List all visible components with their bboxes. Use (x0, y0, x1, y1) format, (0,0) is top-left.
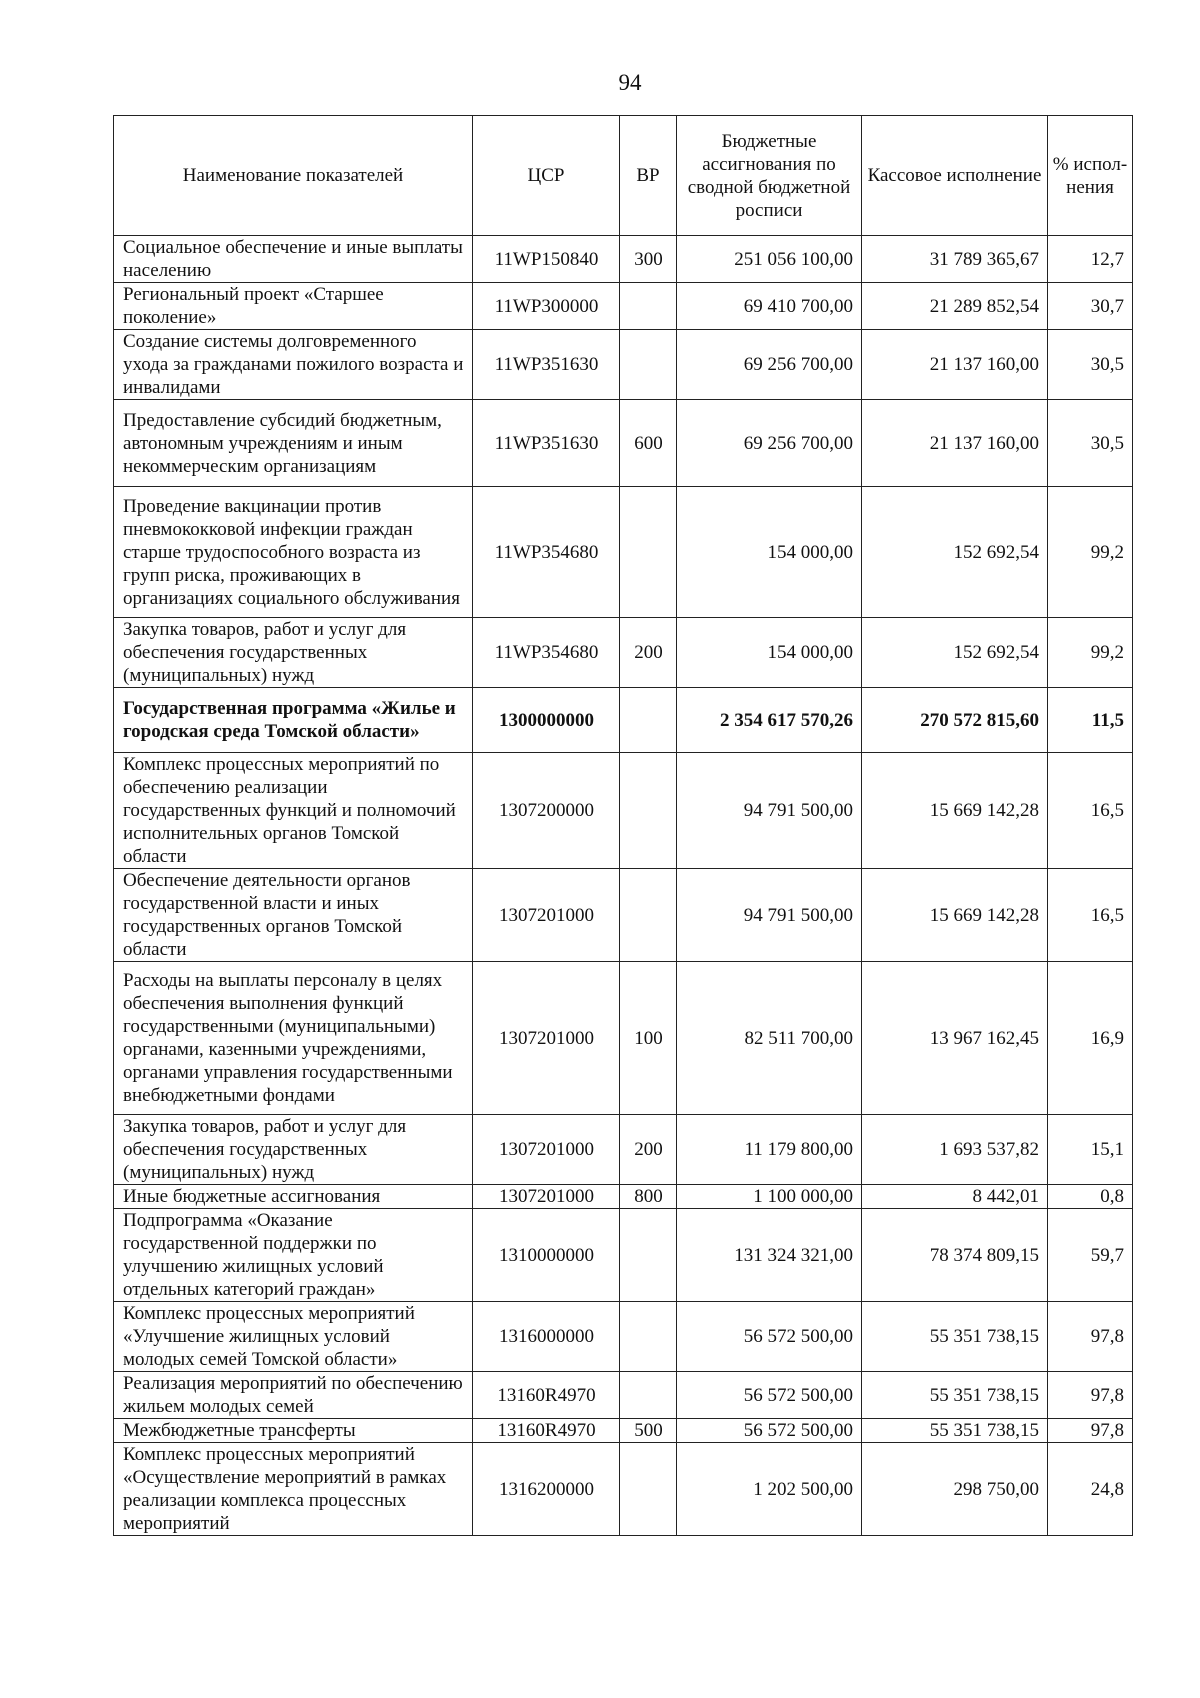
row-csr-cell: 13160R4970 (473, 1372, 620, 1419)
row-csr-cell: 11WP351630 (473, 400, 620, 487)
row-name-cell: Закупка товаров, работ и услуг для обеспечения государственных (муниципальных) нужд (114, 1115, 473, 1185)
row-name-cell: Межбюджетные трансферты (114, 1419, 473, 1443)
table-row (114, 1302, 1133, 1372)
table-row (114, 400, 1133, 487)
header-vr: ВР (620, 116, 677, 236)
row-vr-cell (620, 487, 677, 618)
row-vr-cell: 800 (620, 1185, 677, 1209)
row-name-cell: Комплекс процессных мероприятий по обеспечению реализации государственных функций и полномочий исполнительных органов Томской области (114, 753, 473, 869)
row-name-cell: Реализация мероприятий по обеспечению жильем молодых семей (114, 1372, 473, 1419)
table-row (114, 236, 1133, 283)
row-assignment-cell: 11 179 800,00 (677, 1115, 862, 1185)
row-assignment-cell: 56 572 500,00 (677, 1302, 862, 1372)
row-cash-cell: 298 750,00 (862, 1443, 1048, 1536)
row-vr-cell (620, 1443, 677, 1536)
table-row (114, 618, 1133, 688)
row-assignment-cell: 131 324 321,00 (677, 1209, 862, 1302)
row-percent-cell: 99,2 (1048, 618, 1133, 688)
page-number: 94 (618, 70, 642, 95)
row-percent-cell: 0,8 (1048, 1185, 1133, 1209)
row-name-cell: Предоставление субсидий бюджетным, автономным учреждениям и иным некоммерческим организациям (114, 400, 473, 487)
row-name-cell: Проведение вакцинации против пневмококковой инфекции граждан старше трудоспособного возраста из групп риска, проживающих в организациях социального обслуживания (114, 487, 473, 618)
row-name-cell: Социальное обеспечение и иные выплаты населению (114, 236, 473, 283)
row-csr-cell: 11WP354680 (473, 487, 620, 618)
row-percent-cell: 16,5 (1048, 753, 1133, 869)
row-cash-cell: 55 351 738,15 (862, 1302, 1048, 1372)
row-percent-cell: 12,7 (1048, 236, 1133, 283)
table-row (114, 962, 1133, 1115)
row-csr-cell: 11WP354680 (473, 618, 620, 688)
row-percent-cell: 24,8 (1048, 1443, 1133, 1536)
row-assignment-cell: 56 572 500,00 (677, 1419, 862, 1443)
row-percent-cell: 59,7 (1048, 1209, 1133, 1302)
row-name-cell: Государственная программа «Жилье и городская среда Томской области» (114, 688, 473, 753)
table-row (114, 753, 1133, 869)
row-cash-cell: 55 351 738,15 (862, 1419, 1048, 1443)
row-assignment-cell: 2 354 617 570,26 (677, 688, 862, 753)
row-assignment-cell: 154 000,00 (677, 487, 862, 618)
row-name-cell: Региональный проект «Старшее поколение» (114, 283, 473, 330)
row-percent-cell: 16,5 (1048, 869, 1133, 962)
row-assignment-cell: 94 791 500,00 (677, 753, 862, 869)
table-row (114, 1115, 1133, 1185)
row-csr-cell: 11WP150840 (473, 236, 620, 283)
row-name-cell: Комплекс процессных мероприятий «Осуществление мероприятий в рамках реализации комплекса процессных мероприятий (114, 1443, 473, 1536)
row-name-cell: Создание системы долговременного ухода за гражданами пожилого возраста и инвалидами (114, 330, 473, 400)
row-vr-cell (620, 330, 677, 400)
table-row (114, 688, 1133, 753)
row-cash-cell: 1 693 537,82 (862, 1115, 1048, 1185)
row-csr-cell: 1307201000 (473, 962, 620, 1115)
row-csr-cell: 1307201000 (473, 1185, 620, 1209)
row-percent-cell: 15,1 (1048, 1115, 1133, 1185)
row-csr-cell: 1307200000 (473, 753, 620, 869)
header-csr: ЦСР (473, 116, 620, 236)
header-assignments: Бюджетные ассигнования по сводной бюджетной росписи (677, 116, 862, 236)
row-vr-cell (620, 1209, 677, 1302)
row-assignment-cell: 251 056 100,00 (677, 236, 862, 283)
table-row (114, 1209, 1133, 1302)
row-cash-cell: 31 789 365,67 (862, 236, 1048, 283)
table-row (114, 1372, 1133, 1419)
row-vr-cell (620, 1302, 677, 1372)
row-name-cell: Обеспечение деятельности органов государственной власти и иных государственных органов Томской области (114, 869, 473, 962)
row-csr-cell: 1310000000 (473, 1209, 620, 1302)
row-vr-cell: 500 (620, 1419, 677, 1443)
row-csr-cell: 1316200000 (473, 1443, 620, 1536)
row-vr-cell: 200 (620, 618, 677, 688)
row-csr-cell: 1316000000 (473, 1302, 620, 1372)
row-csr-cell: 1307201000 (473, 869, 620, 962)
row-cash-cell: 15 669 142,28 (862, 869, 1048, 962)
row-cash-cell: 152 692,54 (862, 618, 1048, 688)
table-row (114, 1185, 1133, 1209)
table-row (114, 869, 1133, 962)
header-percent: % испол-нения (1048, 116, 1133, 236)
row-cash-cell: 13 967 162,45 (862, 962, 1048, 1115)
row-cash-cell: 21 137 160,00 (862, 330, 1048, 400)
table-row (114, 283, 1133, 330)
table-header-row (114, 116, 1133, 236)
row-cash-cell: 78 374 809,15 (862, 1209, 1048, 1302)
budget-execution-table (113, 115, 1133, 1536)
row-percent-cell: 99,2 (1048, 487, 1133, 618)
table-row (114, 330, 1133, 400)
row-assignment-cell: 69 410 700,00 (677, 283, 862, 330)
row-assignment-cell: 82 511 700,00 (677, 962, 862, 1115)
table-body (114, 236, 1133, 1536)
row-assignment-cell: 56 572 500,00 (677, 1372, 862, 1419)
row-percent-cell: 97,8 (1048, 1302, 1133, 1372)
row-cash-cell: 270 572 815,60 (862, 688, 1048, 753)
row-csr-cell: 11WP351630 (473, 330, 620, 400)
table-row (114, 1419, 1133, 1443)
row-percent-cell: 30,5 (1048, 330, 1133, 400)
row-vr-cell: 200 (620, 1115, 677, 1185)
row-vr-cell: 600 (620, 400, 677, 487)
header-cash: Кассовое исполнение (862, 116, 1048, 236)
row-cash-cell: 8 442,01 (862, 1185, 1048, 1209)
row-vr-cell (620, 688, 677, 753)
row-name-cell: Закупка товаров, работ и услуг для обеспечения государственных (муниципальных) нужд (114, 618, 473, 688)
row-vr-cell: 100 (620, 962, 677, 1115)
row-assignment-cell: 94 791 500,00 (677, 869, 862, 962)
row-vr-cell (620, 1372, 677, 1419)
row-percent-cell: 11,5 (1048, 688, 1133, 753)
row-cash-cell: 152 692,54 (862, 487, 1048, 618)
row-csr-cell: 1300000000 (473, 688, 620, 753)
row-csr-cell: 11WP300000 (473, 283, 620, 330)
table-row (114, 487, 1133, 618)
row-assignment-cell: 1 100 000,00 (677, 1185, 862, 1209)
row-name-cell: Иные бюджетные ассигнования (114, 1185, 473, 1209)
row-name-cell: Подпрограмма «Оказание государственной поддержки по улучшению жилищных условий отдельных категорий граждан» (114, 1209, 473, 1302)
header-name: Наименование показателей (114, 116, 473, 236)
row-percent-cell: 16,9 (1048, 962, 1133, 1115)
row-percent-cell: 30,7 (1048, 283, 1133, 330)
row-cash-cell: 21 137 160,00 (862, 400, 1048, 487)
row-assignment-cell: 1 202 500,00 (677, 1443, 862, 1536)
row-csr-cell: 13160R4970 (473, 1419, 620, 1443)
row-vr-cell (620, 869, 677, 962)
row-vr-cell (620, 753, 677, 869)
row-name-cell: Расходы на выплаты персоналу в целях обеспечения выполнения функций государственными (муниципальными) органами, казенными учреждениями, органами управления государственными внебюджетными фондами (114, 962, 473, 1115)
row-percent-cell: 97,8 (1048, 1372, 1133, 1419)
row-assignment-cell: 69 256 700,00 (677, 330, 862, 400)
row-csr-cell: 1307201000 (473, 1115, 620, 1185)
row-cash-cell: 21 289 852,54 (862, 283, 1048, 330)
row-percent-cell: 97,8 (1048, 1419, 1133, 1443)
table-row (114, 1443, 1133, 1536)
row-cash-cell: 15 669 142,28 (862, 753, 1048, 869)
row-vr-cell (620, 283, 677, 330)
row-assignment-cell: 154 000,00 (677, 618, 862, 688)
row-vr-cell: 300 (620, 236, 677, 283)
row-assignment-cell: 69 256 700,00 (677, 400, 862, 487)
row-name-cell: Комплекс процессных мероприятий «Улучшение жилищных условий молодых семей Томской области» (114, 1302, 473, 1372)
row-cash-cell: 55 351 738,15 (862, 1372, 1048, 1419)
row-percent-cell: 30,5 (1048, 400, 1133, 487)
